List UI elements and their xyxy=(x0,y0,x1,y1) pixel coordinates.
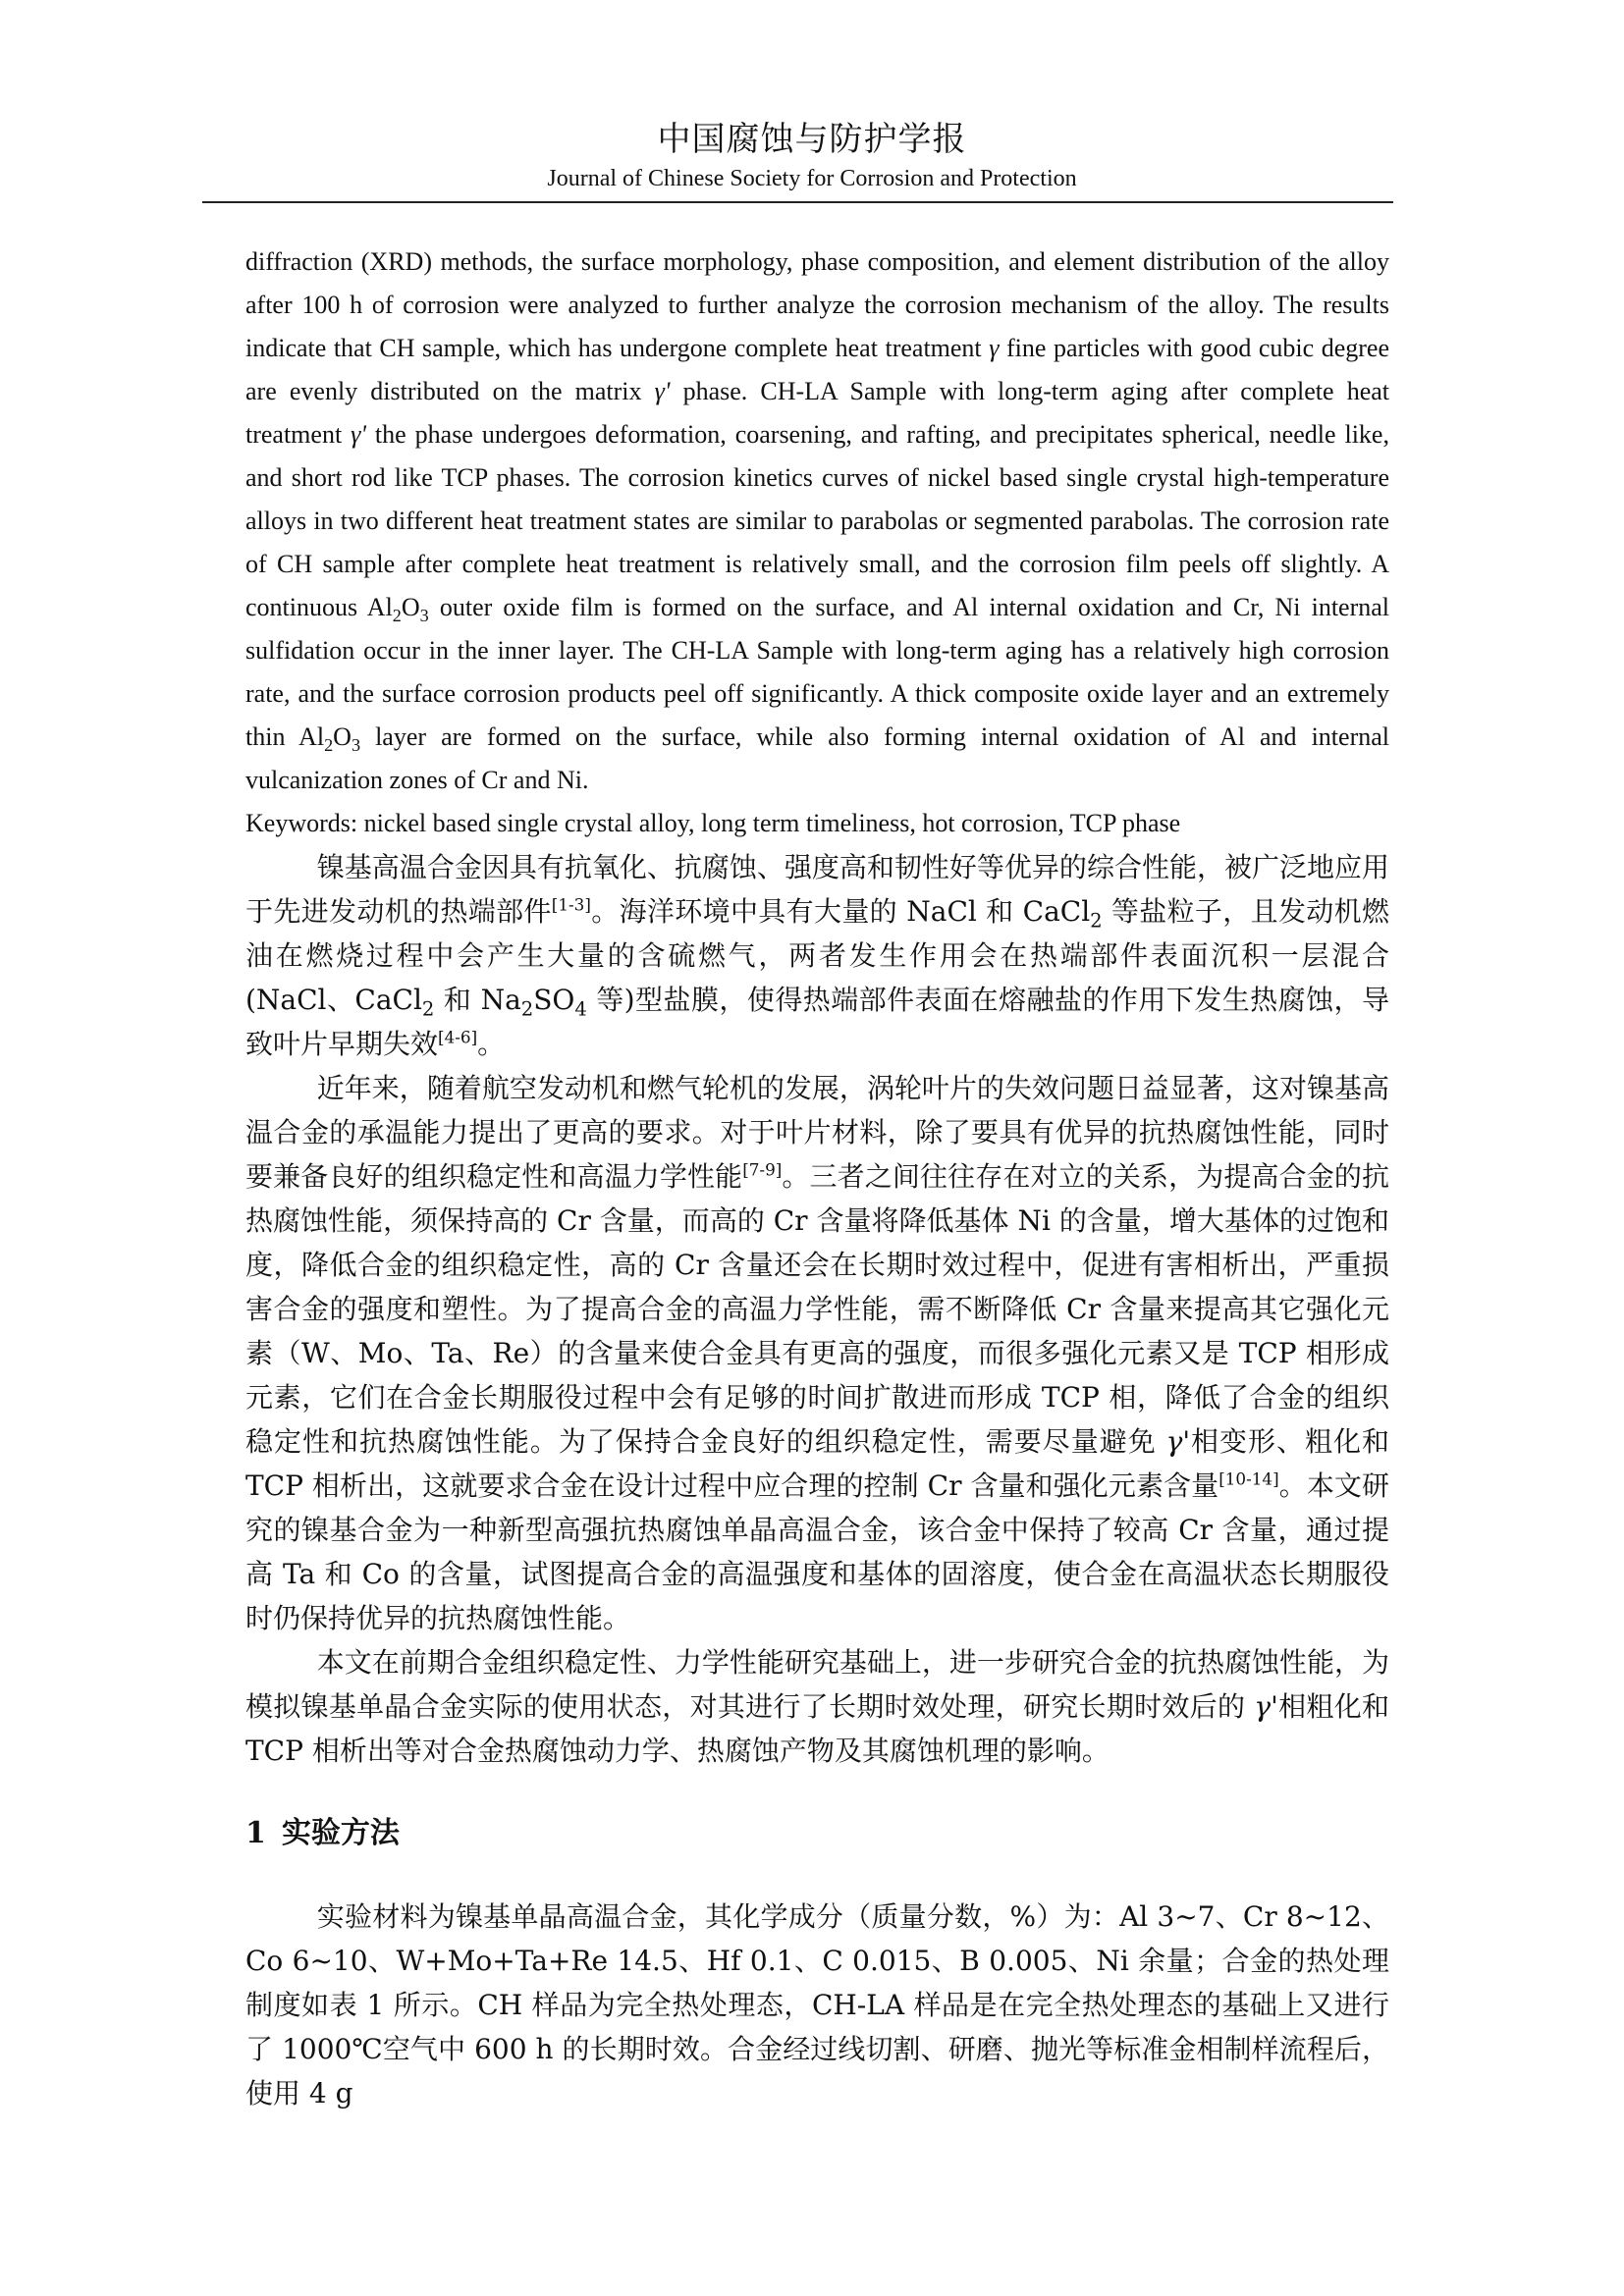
citation[interactable]: [7-9] xyxy=(742,1159,783,1180)
citation[interactable]: [10-14] xyxy=(1218,1468,1279,1489)
gamma-prime-symbol: γ' xyxy=(654,377,671,405)
journal-title-en: Journal of Chinese Society for Corrosion and Protection xyxy=(547,166,1077,191)
article-body xyxy=(245,240,1389,2115)
intro-paragraph-1: 镍基高温合金因具有抗氧化、抗腐蚀、强度高和韧性好等优异的综合性能，被广泛地应用于先进发动机的热端部件[1-3]。海洋环境中具有大量的 NaCl 和 CaCl$_2$ 等盐粒子，且发动机燃油在燃烧过程中会产生大量的含硫燃气，两者发生作用会在热端部件表面沉积一层混合(NaCl、CaCl$_2$ 和 $Na_2SO_4$ 等)型盐膜，使得热端部件表面在熔融盐的作用下发生热腐蚀，导致叶片早期失效[4-6]。 xyxy=(245,851,1389,1060)
page-header xyxy=(0,116,1624,194)
gamma-symbol: γ xyxy=(989,334,1000,362)
section-heading-methods xyxy=(245,1812,1389,1855)
methods-paragraph-1: 实验材料为镍基单晶高温合金，其化学成分（质量分数，%）为：Al 3~7、Cr 8~12、Co 6~10、W+Mo+Ta+Re 14.5、Hf 0.1、C 0.015、B 0.005、Ni 余量；合金的热处理制度如表 1 所示。CH 样品为完全热处理态，CH-LA 样品是在完全热处理态的基础上又进行了 1000℃空气中 600 h 的长期时效。合金经过线切割、研磨、抛光等标准金相制样流程后，使用 4 g xyxy=(245,1900,1389,2109)
section-title: 实验方法 xyxy=(281,1816,400,1850)
keywords: Keywords: nickel based single crystal alloy, long term timeliness, hot corrosion, TCP phase xyxy=(245,809,1181,837)
journal-title-cn: 中国腐蚀与防护学报 xyxy=(657,120,967,159)
intro-paragraph-2: 近年来，随着航空发动机和燃气轮机的发展，涡轮叶片的失效问题日益显著，这对镍基高温合金的承温能力提出了更高的要求。对于叶片材料，除了要具有优异的抗热腐蚀性能，同时要兼备良好的组织稳定性和高温力学性能[7-9]。三者之间往往存在对立的关系，为提高合金的抗热腐蚀性能，须保持高的 Cr 含量，而高的 Cr 含量将降低基体 Ni 的含量，增大基体的过饱和度，降低合金的组织稳定性，高的 Cr 含量还会在长期时效过程中，促进有害相析出，严重损害合金的强度和塑性。为了提高合金的高温力学性能，需不断降低 Cr 含量来提高其它强化元素（W、Mo、Ta、Re）的含量来使合金具有更高的强度，而很多强化元素又是 TCP 相形成元素，它们在合金长期服役过程中会有足够的时间扩散进而形成 TCP 相，降低了合金的组织稳定性和抗热腐蚀性能。为了保持合金良好的组织稳定性，需要尽量避免 γ'相变形、粗化和 TCP 相析出，这就要求合金在设计过程中应合理的控制 Cr 含量和强化元素含量[10-14]。本文研究的镍基合金为一种新型高强抗热腐蚀单晶高温合金，该合金中保持了较高 Cr 含量，通过提高 Ta 和 Co 的含量，试图提高合金的高温强度和基体的固溶度，使合金在高温状态长期服役时仍保持优异的抗热腐蚀性能。 xyxy=(245,1072,1389,1634)
gamma-prime-symbol: γ' xyxy=(1165,1425,1191,1458)
gamma-prime-symbol: γ' xyxy=(351,420,366,449)
section-number: 1 xyxy=(245,1816,266,1850)
citation[interactable]: [1-3] xyxy=(551,894,591,915)
header-divider xyxy=(202,201,1393,203)
citation[interactable]: [4-6] xyxy=(438,1027,478,1047)
gamma-prime-symbol: γ' xyxy=(1254,1690,1278,1723)
intro-paragraph-3: 本文在前期合金组织稳定性、力学性能研究基础上，进一步研究合金的抗热腐蚀性能，为模拟镍基单晶合金实际的使用状态，对其进行了长期时效处理，研究长期时效后的 γ'相粗化和 TCP 相析出等对合金热腐蚀动力学、热腐蚀产物及其腐蚀机理的影响。 xyxy=(245,1646,1389,1767)
english-abstract: diffraction (XRD) methods, the surface morphology, phase composition, and element distribution of the alloy after 100 h of corrosion were analyzed to further analyze the corrosion mechanism of the alloy. The results indicate that CH sample, which has undergone complete heat treatment γ fine particles with good cubic degree are evenly distributed on the matrix γ' phase. CH-LA Sample with long-term aging after complete heat treatment γ' the phase undergoes deformation, coarsening, and rafting, and precipitates spherical, needle like, and short rod like TCP phases. The corrosion kinetics curves of nickel based single crystal high-temperature alloys in two different heat treatment states are similar to parabolas or segmented parabolas. The corrosion rate of CH sample after complete heat treatment is relatively small, and the corrosion film peels off slightly. A continuous $Al_2O_3$ outer oxide film is formed on the surface, and Al internal oxidation and Cr, Ni internal sulfidation occur in the inner layer. The CH-LA Sample with long-term aging has a relatively high corrosion rate, and the surface corrosion products peel off significantly. A thick composite oxide layer and an extremely thin $Al_2O_3$ layer are formed on the surface, while also forming internal oxidation of Al and internal vulcanization zones of Cr and Ni. xyxy=(245,247,1390,794)
